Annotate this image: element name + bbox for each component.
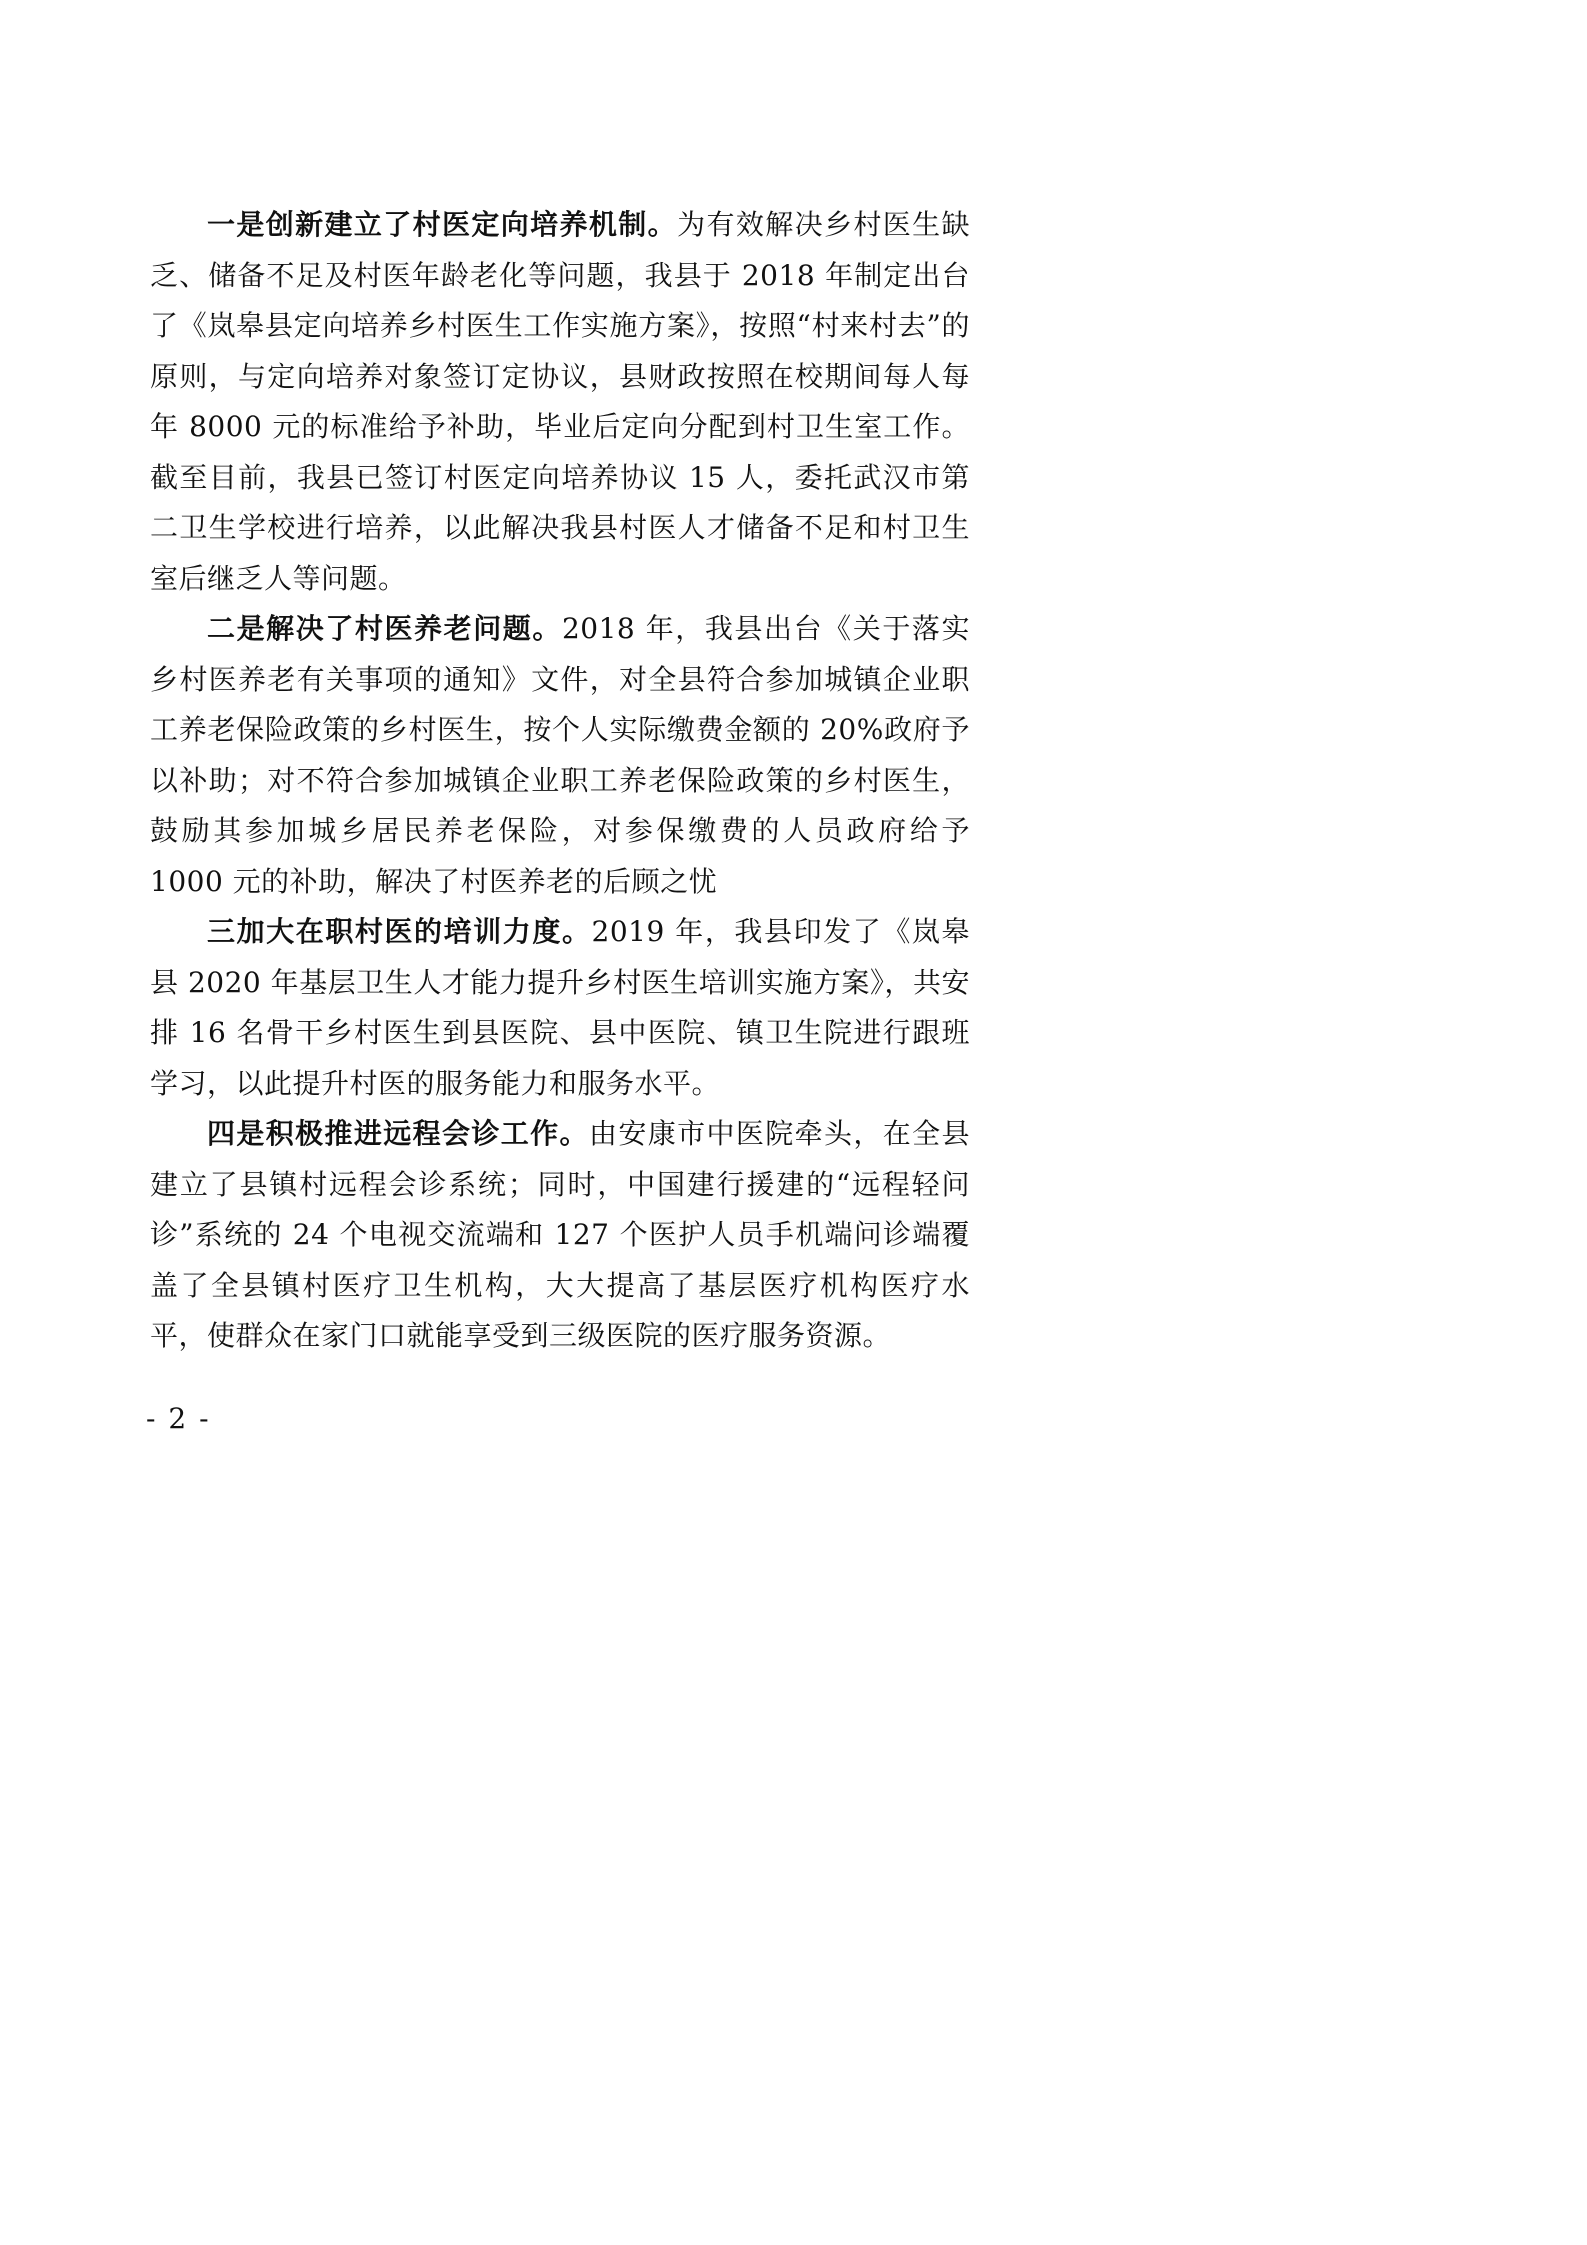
paragraph-body: 由安康市中医院牵头，在全县建立了县镇村远程会诊系统；同时，中国建行援建的“远程轻问诊”系统的 24 个电视交流端和 127 个医护人员手机端问诊端覆盖了全县镇村医疗卫生机构，大大提高了基层医疗机构医疗水平，使群众在家门口就能享受到三级医院的医疗服务资源。: [150, 1117, 970, 1352]
paragraph-body: 2019 年，我县印发了《岚皋县 2020 年基层卫生人才能力提升乡村医生培训实施方案》，共安排 16 名骨干乡村医生到县医院、县中医院、镇卫生院进行跟班学习，以此提升村医的服务能力和服务水平。: [150, 915, 970, 1100]
document-body: [150, 200, 970, 1362]
document-page: [0, 0, 1115, 1577]
page-number: - 2 -: [146, 1402, 211, 1435]
paragraph-lead: 三加大在职村医的培训力度。: [207, 915, 592, 948]
paragraph-lead: 二是解决了村医养老问题。: [207, 612, 562, 645]
paragraph-village-doctor-pension: [150, 604, 970, 907]
paragraph-lead: 一是创新建立了村医定向培养机制。: [207, 208, 678, 241]
paragraph-body: 为有效解决乡村医生缺乏、储备不足及村医年龄老化等问题，我县于 2018 年制定出台了《岚皋县定向培养乡村医生工作实施方案》，按照“村来村去”的原则，与定向培养对象签订定协议，县财政按照在校期间每人每年 8000 元的标准给予补助，毕业后定向分配到村卫生室工作。截至目前，我县已签订村医定向培养协议 15 人，委托武汉市第二卫生学校进行培养，以此解决我县村医人才储备不足和村卫生室后继乏人等问题。: [150, 208, 970, 595]
paragraph-body: 2018 年，我县出台《关于落实乡村医养老有关事项的通知》文件，对全县符合参加城镇企业职工养老保险政策的乡村医生，按个人实际缴费金额的 20%政府予以补助；对不符合参加城镇企业职工养老保险政策的乡村医生，鼓励其参加城乡居民养老保险，对参保缴费的人员政府给予 1000 元的补助，解决了村医养老的后顾之忧: [150, 612, 970, 898]
paragraph-in-service-training: [150, 907, 970, 1109]
paragraph-lead: 四是积极推进远程会诊工作。: [207, 1117, 589, 1150]
paragraph-village-doctor-training: [150, 200, 970, 604]
paragraph-remote-consultation: [150, 1109, 970, 1362]
